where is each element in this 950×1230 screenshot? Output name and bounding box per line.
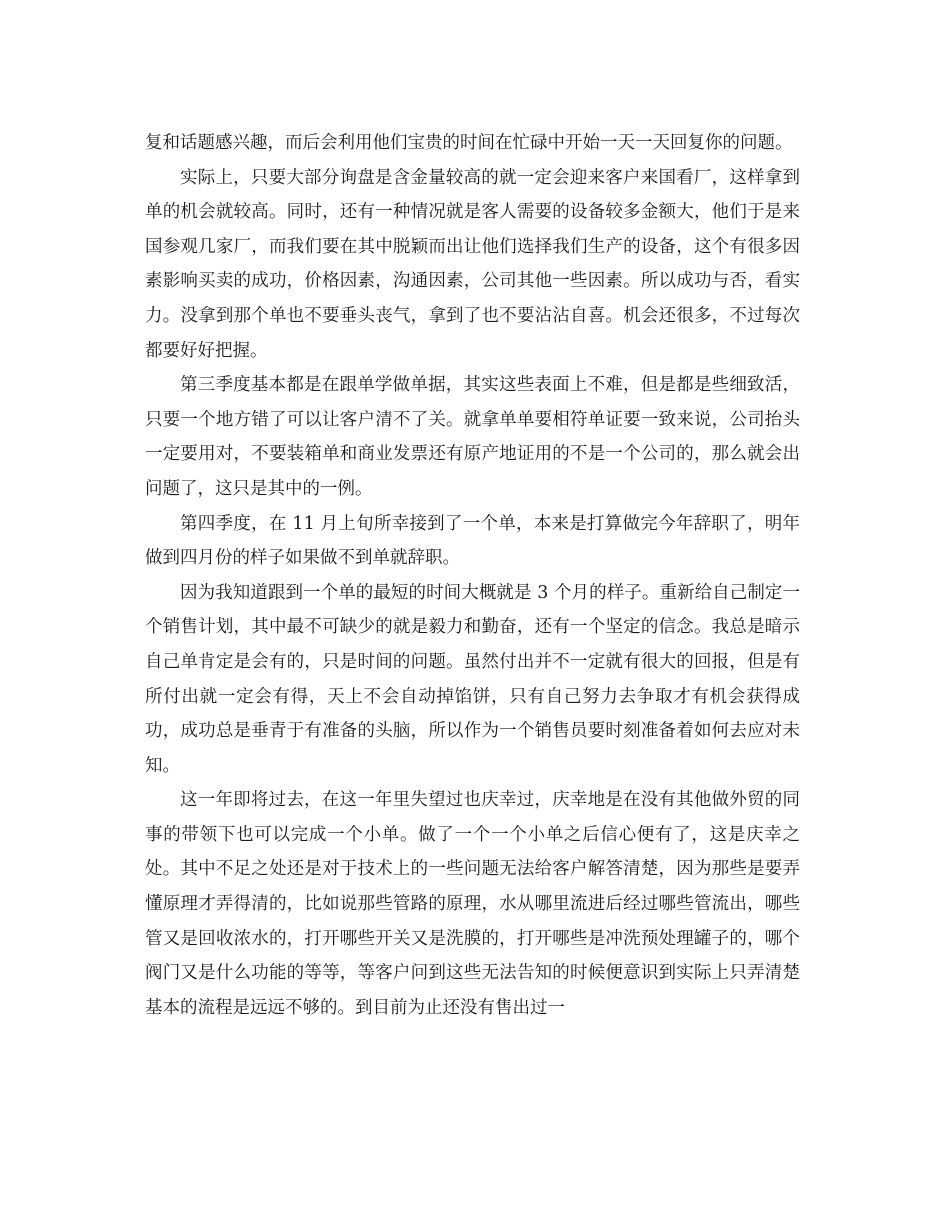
paragraph-1: 复和话题感兴趣，而后会利用他们宝贵的时间在忙碌中开始一天一天回复你的问题。 — [145, 133, 793, 153]
paragraph-5: 因为我知道跟到一个单的最短的时间大概就是 3 个月的样子。重新给自己制定一个销售计划，其中最不可缺少的就是毅力和勤奋，还有一个坚定的信念。我总是暗示自己单肯定是会有的，只是时间的问题。虽然付出并不一定就有很大的回报，但是有所付出就一定会有得，天上不会自动掉馅饼，只有自己努力去争取才有机会获得成功，成功总是垂青于有准备的头脑，所以作为一个销售员要时刻准备着如何去应对未知。 — [145, 582, 800, 776]
paragraph-6: 这一年即将过去，在这一年里失望过也庆幸过，庆幸地是在没有其他做外贸的同事的带领下也可以完成一个小单。做了一个一个小单之后信心便有了，这是庆幸之处。其中不足之处还是对于技术上的一些问题无法给客户解答清楚，因为那些是要弄懂原理才弄得清的，比如说那些管路的原理，水从哪里流进后经过哪些管流出，哪些管又是回收浓水的，打开哪些开关又是洗膜的，打开哪些是冲洗预处理罐子的，哪个阀门又是什么功能的等等，等客户问到这些无法告知的时候便意识到实际上只弄清楚基本的流程是远远不够的。到目前为止还没有售出过一 — [145, 790, 800, 1018]
document-body — [145, 126, 800, 1025]
paragraph-4: 第四季度，在 11 月上旬所幸接到了一个单，本来是打算做完今年辞职了，明年做到四月份的样子如果做不到单就辞职。 — [145, 513, 800, 569]
paragraph-2: 实际上，只要大部分询盘是含金量较高的就一定会迎来客户来国看厂，这样拿到单的机会就较高。同时，还有一种情况就是客人需要的设备较多金额大，他们于是来国参观几家厂，而我们要在其中脱颖而出让他们选择我们生产的设备，这个有很多因素影响买卖的成功，价格因素，沟通因素，公司其他一些因素。所以成功与否，看实力。没拿到那个单也不要垂头丧气，拿到了也不要沾沾自喜。机会还很多，不过每次都要好好把握。 — [145, 167, 800, 361]
paragraph-3: 第三季度基本都是在跟单学做单据，其实这些表面上不难，但是都是些细致活，只要一个地方错了可以让客户清不了关。就拿单单要相符单证要一致来说，公司抬头一定要用对，不要装箱单和商业发票还有原产地证用的不是一个公司的，那么就会出问题了，这只是其中的一例。 — [145, 375, 800, 499]
